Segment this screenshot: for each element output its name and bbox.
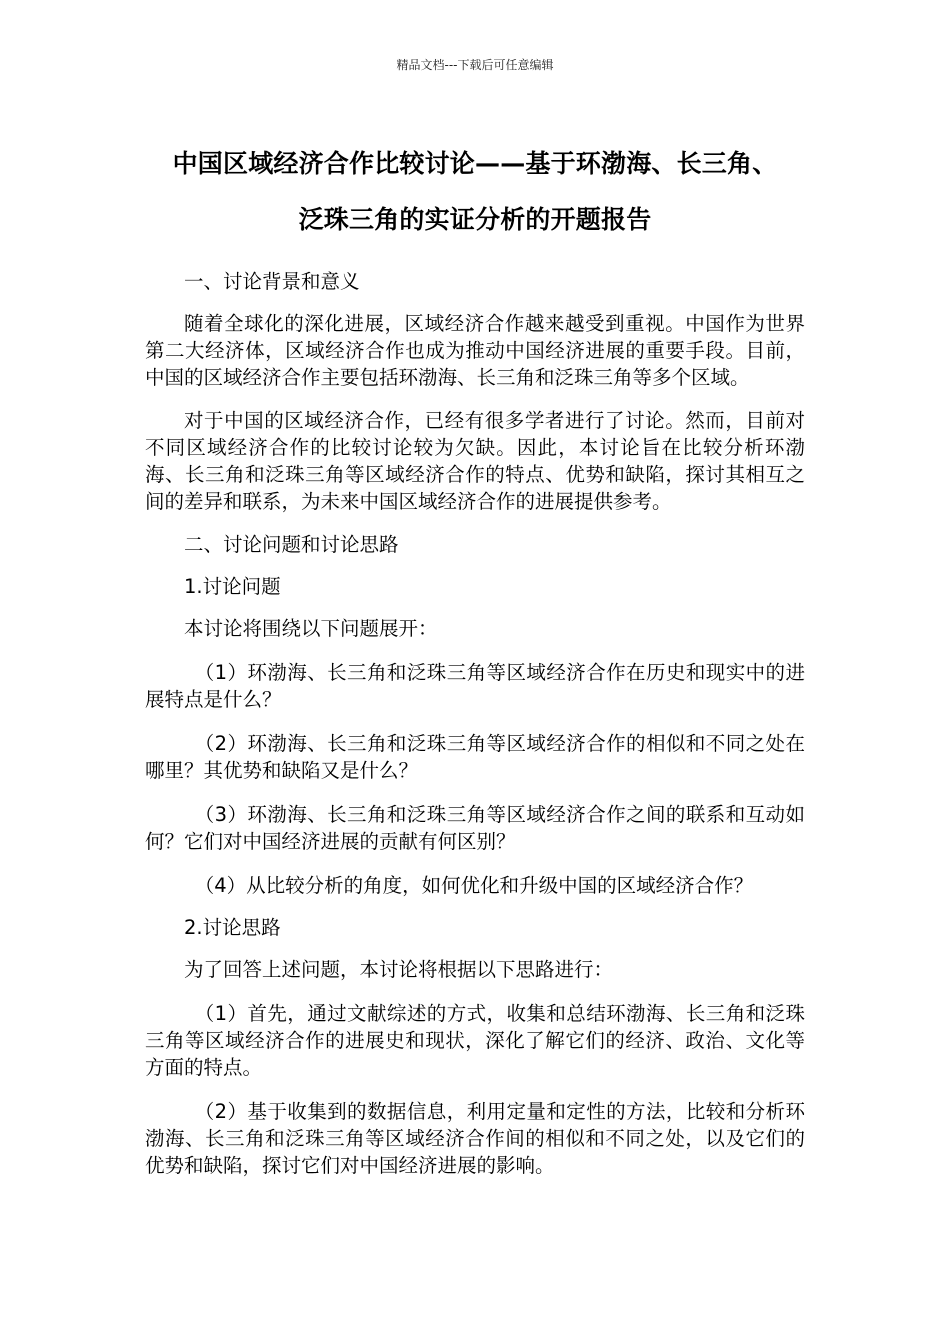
research-step-1: （1）首先，通过文献综述的方式，收集和总结环渤海、长三角和泛珠三角等区域经济合作的进展史和现状，深化了解它们的经济、政治、文化等方面的特点。 bbox=[145, 1002, 805, 1079]
research-approach-intro: 为了回答上述问题，本讨论将根据以下思路进行： bbox=[184, 958, 614, 981]
research-question-1: （1）环渤海、长三角和泛珠三角等区域经济合作在历史和现实中的进展特点是什么？ bbox=[145, 661, 805, 711]
section-1-paragraph-2: 对于中国的区域经济合作，已经有很多学者进行了讨论。然而，目前对不同区域经济合作的比较讨论较为欠缺。因此，本讨论旨在比较分析环渤海、长三角和泛珠三角等区域经济合作的特点、优势和缺陷，探讨其相互之间的差异和联系，为未来中国区域经济合作的进展提供参考。 bbox=[145, 409, 805, 513]
research-questions-heading: 1.讨论问题 bbox=[184, 575, 281, 598]
document-title bbox=[120, 136, 830, 248]
research-approach-heading: 2.讨论思路 bbox=[184, 916, 281, 939]
section-1-paragraph-1: 随着全球化的深化进展，区域经济合作越来越受到重视。中国作为世界第二大经济体，区域经济合作也成为推动中国经济进展的重要手段。目前，中国的区域经济合作主要包括环渤海、长三角和泛珠三角等多个区域。 bbox=[145, 312, 805, 389]
research-question-2: （2）环渤海、长三角和泛珠三角等区域经济合作的相似和不同之处在哪里？其优势和缺陷又是什么？ bbox=[145, 732, 805, 782]
research-question-3: （3）环渤海、长三角和泛珠三角等区域经济合作之间的联系和互动如何？它们对中国经济进展的贡献有何区别？ bbox=[145, 803, 805, 853]
section-1-heading: 一、讨论背景和意义 bbox=[184, 270, 360, 293]
document-title-line-2: 泛珠三角的实证分析的开题报告 bbox=[298, 205, 652, 234]
document-title-line-1: 中国区域经济合作比较讨论——基于环渤海、长三角、 bbox=[172, 149, 778, 178]
research-questions-intro: 本讨论将围绕以下问题展开： bbox=[184, 617, 438, 640]
section-2-heading: 二、讨论问题和讨论思路 bbox=[184, 533, 399, 556]
document-body bbox=[145, 268, 805, 1179]
research-step-2: （2）基于收集到的数据信息，利用定量和定性的方法，比较和分析环渤海、长三角和泛珠三角等区域经济合作间的相似和不同之处，以及它们的优势和缺陷，探讨它们对中国经济进展的影响。 bbox=[145, 1100, 805, 1177]
research-question-4: （4）从比较分析的角度，如何优化和升级中国的区域经济合作？ bbox=[194, 874, 754, 897]
page-header: 精品文档---下载后可任意编辑 bbox=[396, 58, 554, 72]
